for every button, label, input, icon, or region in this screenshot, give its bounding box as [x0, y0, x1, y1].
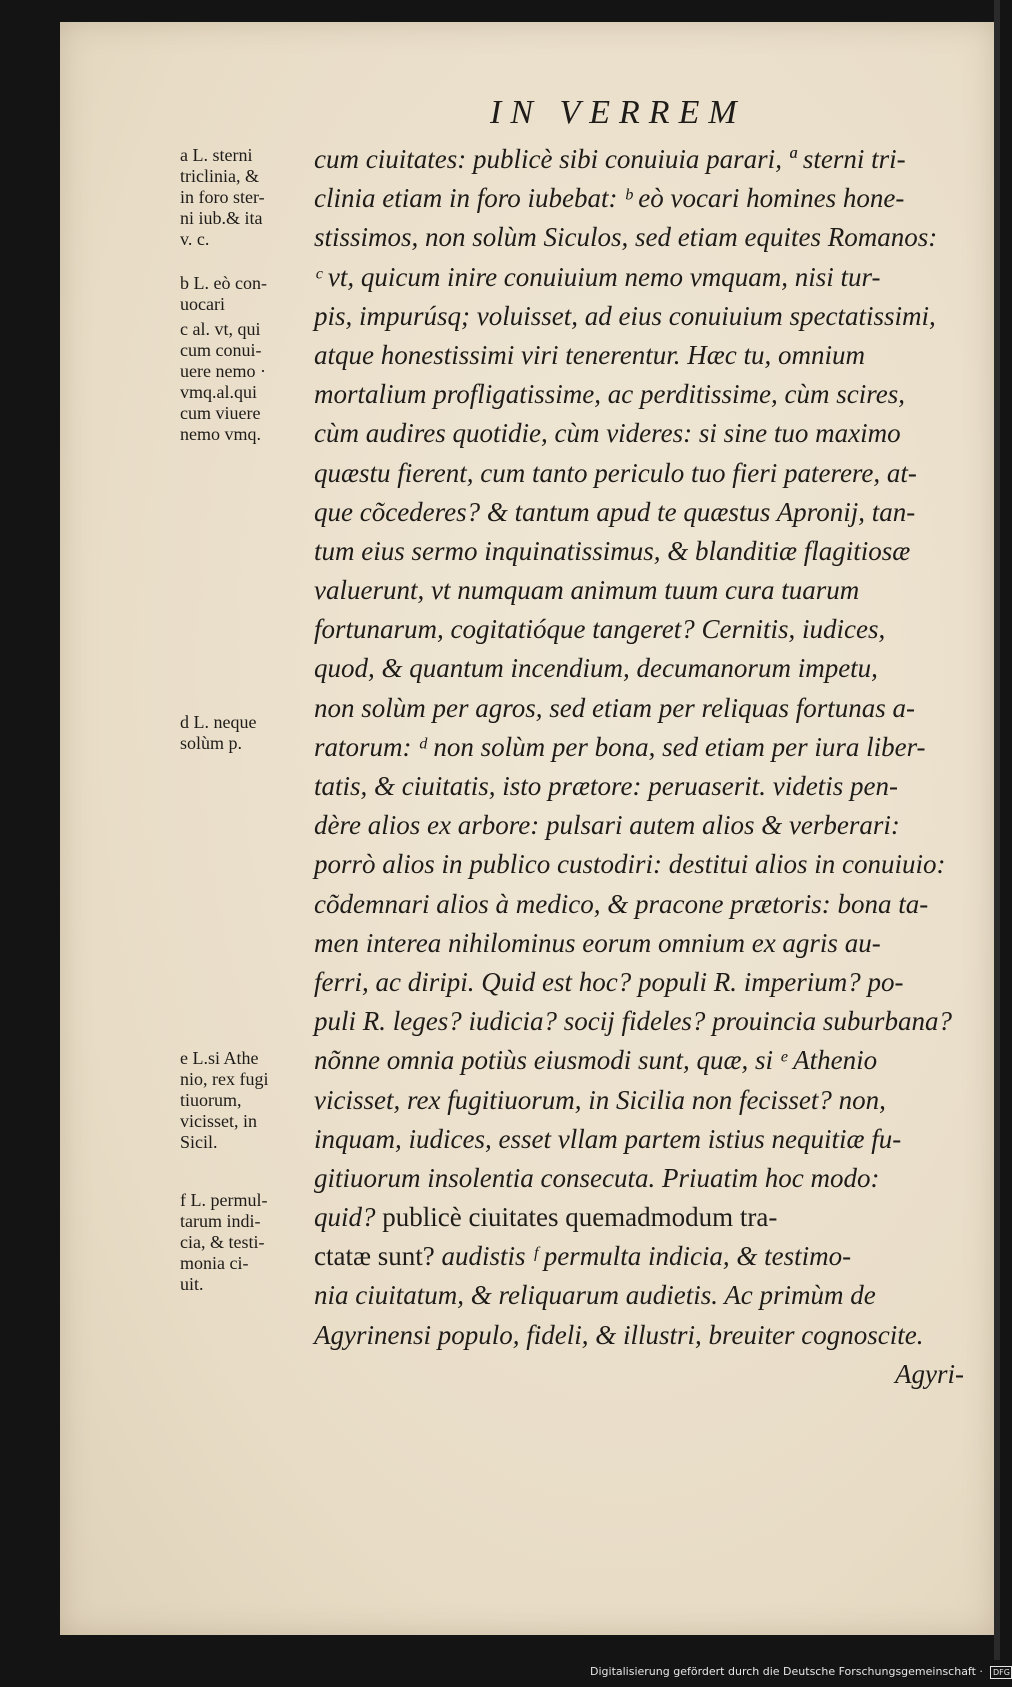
note-line: Sicil. [180, 1132, 218, 1152]
text-line: non solùm per agros, sed etiam per reliquas fortunas a- [314, 692, 915, 723]
text-line-mixed [314, 1198, 964, 1237]
note-line: d L. neque [180, 712, 257, 732]
catchword: Agyri- [895, 1358, 964, 1389]
text-fragment-roman: ctatæ sunt? [314, 1241, 435, 1272]
text-line: nia ciuitatum, & reliquarum audietis. Ac primùm de [314, 1280, 876, 1311]
text-line: Agyrinensi populo, fideli, & illustri, breuiter cognoscite. [314, 1319, 924, 1350]
text-line: que cõcederes? & tantum apud te quæstus Apronij, tan- [314, 496, 916, 527]
text-line: ratorum: ᵈ non solùm per bona, sed etiam per iura liber- [314, 731, 926, 762]
note-line: tarum indi- [180, 1211, 261, 1231]
text-line: nõnne omnia potiùs eiusmodi sunt, quæ, si ᵉ Athenio [314, 1045, 878, 1076]
margin-note-c [180, 319, 318, 445]
text-line: tum eius sermo inquinatissimus, & blanditiæ flagitiosæ [314, 535, 911, 566]
text-fragment-italic: quid? [314, 1202, 376, 1233]
note-line: cum viuere [180, 403, 261, 423]
note-line: uere nemo · [180, 361, 266, 381]
note-line: f L. permul- [180, 1190, 268, 1210]
margin-notes [180, 145, 318, 1345]
note-line: v. c. [180, 229, 210, 249]
text-line: vicisset, rex fugitiuorum, in Sicilia non fecisset? non, [314, 1084, 886, 1115]
text-line: cum ciuitates: publicè sibi conuiuia parari, ª sterni tri- [314, 144, 906, 174]
note-line: in foro ster- [180, 187, 265, 207]
note-line: nio, rex fugi [180, 1069, 269, 1089]
text-fragment-roman: publicè ciuitates quemadmodum tra- [375, 1202, 778, 1233]
margin-note-f [180, 1190, 318, 1295]
text-line: pis, impurúsq; voluisset, ad eius conuiuium spectatissimi, [314, 300, 936, 331]
digitization-footer [590, 1662, 1010, 1682]
text-line: atque honestissimi viri tenerentur. Hæc tu, omnium [314, 339, 865, 370]
note-line: monia ci- [180, 1253, 249, 1273]
note-line: uit. [180, 1274, 204, 1294]
text-line: clinia etiam in foro iubebat: ᵇ eò vocari homines hone- [314, 183, 905, 214]
text-line: mortalium profligatissime, ac perditissime, cùm scires, [314, 379, 905, 410]
dfg-logo-icon: DFG [990, 1666, 1012, 1679]
note-line: e L.si Athe [180, 1048, 259, 1068]
text-line: valuerunt, vt numquam animum tuum cura tuarum [314, 575, 860, 606]
page-edge [994, 0, 1000, 1660]
text-line: quod, & quantum incendium, decumanorum impetu, [314, 653, 878, 684]
margin-note-e [180, 1048, 318, 1153]
running-head: IN VERREM [490, 94, 746, 131]
note-line: cia, & testi- [180, 1232, 265, 1252]
note-line: solùm p. [180, 733, 243, 753]
note-line: cum conui- [180, 340, 262, 360]
text-fragment-italic: audistis ᶠ permulta indicia, & testimo- [434, 1241, 852, 1272]
text-line: porrò alios in publico custodiri: destitui alios in conuiuio: [314, 849, 946, 880]
text-line: cùm audires quotidie, cùm videres: si sine tuo maximo [314, 418, 901, 449]
note-line: c al. vt, qui [180, 319, 261, 339]
note-line: b L. eò con- [180, 273, 267, 293]
note-line: a L. sterni [180, 145, 253, 165]
note-line: tiuorum, [180, 1090, 242, 1110]
footer-credit: Digitalisierung gefördert durch die Deutsche Forschungsgemeinschaft · [590, 1665, 983, 1678]
text-line: tatis, & ciuitatis, isto prætore: peruaserit. videtis pen- [314, 771, 898, 801]
text-line: men interea nihilominus eorum omnium ex agris au- [314, 927, 881, 958]
text-line: dère alios ex arbore: pulsari autem alios & verberari: [314, 810, 900, 841]
note-line: triclinia, & [180, 166, 259, 186]
text-line: cõdemnari alios à medico, & pracone prætoris: bona ta- [314, 888, 929, 919]
margin-note-b [180, 273, 318, 315]
margin-note-d [180, 712, 318, 754]
text-line: ferri, ac diripi. Quid est hoc? populi R. imperium? po- [314, 966, 904, 997]
text-line: fortunarum, cogitatióque tangeret? Cernitis, iudices, [314, 614, 886, 645]
text-line: puli R. leges? iudicia? socij fideles? prouincia suburbana? [314, 1006, 952, 1037]
text-line: stissimos, non solùm Siculos, sed etiam equites Romanos: [314, 222, 938, 253]
note-line: uocari [180, 294, 225, 314]
text-line-mixed [314, 1237, 964, 1276]
text-line: gitiuorum insolentia consecuta. Priuatim hoc modo: [314, 1162, 880, 1193]
main-text-block [314, 140, 964, 1420]
text-line: quæstu fierent, cum tanto periculo tuo fieri paterere, at- [314, 457, 917, 488]
note-line: nemo vmq. [180, 424, 261, 444]
text-line: inquam, iudices, esset vllam partem istius nequitiæ fu- [314, 1123, 902, 1154]
note-line: vicisset, in [180, 1111, 257, 1131]
text-line: ᶜ vt, quicum inire conuiuium nemo vmquam, nisi tur- [314, 261, 881, 292]
note-line: ni iub.& ita [180, 208, 263, 228]
margin-note-a [180, 145, 318, 250]
note-line: vmq.al.qui [180, 382, 257, 402]
